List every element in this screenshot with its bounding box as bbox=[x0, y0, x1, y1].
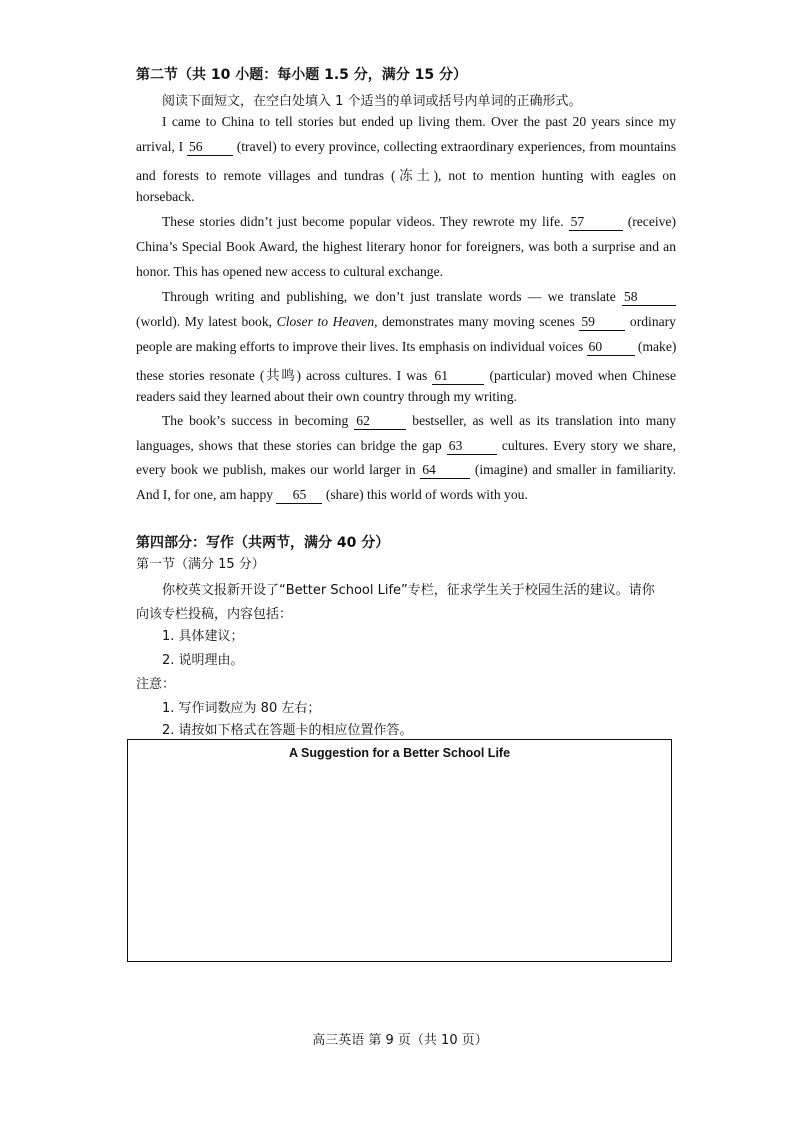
p3-line3: people are making efforts to improve their lives. Its emphasis on individual voices 60 (make) bbox=[136, 339, 677, 354]
section2-instruction: 阅读下面短文，在空白处填入 1 个适当的单词或括号内单词的正确形式。 bbox=[162, 94, 582, 109]
p2-line2: China’s Special Book Award, the highest literary honor for foreigners, was both a surprise and an bbox=[136, 239, 676, 254]
blank-59[interactable]: 59 bbox=[579, 314, 625, 331]
answer-box-title: A Suggestion for a Better School Life bbox=[288, 746, 511, 760]
blank-60[interactable]: 60 bbox=[587, 339, 635, 356]
p3-line4: these stories resonate (共鸣) across cultures. I was 61 (particular) moved when Chinese bbox=[136, 368, 676, 383]
task-line1: 你校英文报新开设了“Better School Life”专栏，征求学生关于校园生活的建议。请你 bbox=[162, 583, 655, 598]
notes-label: 注意： bbox=[136, 677, 176, 692]
part4-section1-title: 第一节（满分 15 分） bbox=[136, 557, 265, 572]
page-footer: 高三英语 第 9 页（共 10 页） bbox=[312, 1033, 488, 1048]
note-1: 1. 写作词数应为 80 左右； bbox=[162, 701, 321, 716]
answer-box[interactable] bbox=[127, 739, 672, 962]
p1-line1: I came to China to tell stories but ended up living them. Over the past 20 years since my bbox=[162, 114, 676, 129]
p1-line2: arrival, I 56 (travel) to every province, collecting extraordinary experiences, from mountains bbox=[136, 139, 677, 154]
p4-line2: languages, shows that these stories can bridge the gap 63 cultures. Every story we share, bbox=[136, 438, 676, 453]
blank-63[interactable]: 63 bbox=[447, 438, 497, 455]
p3-line1: Through writing and publishing, we don’t just translate words — we translate 58 bbox=[162, 289, 676, 306]
p3-line2: (world). My latest book, Closer to Heaven, demonstrates many moving scenes 59 ordinary bbox=[136, 314, 676, 329]
part4-title: 第四部分：写作（共两节，满分 40 分） bbox=[136, 535, 390, 551]
blank-58[interactable]: 58 bbox=[622, 289, 676, 306]
p4-line1: The book’s success in becoming 62 bestseller, as well as its translation into many bbox=[162, 413, 676, 428]
p2-line1: These stories didn’t just become popular videos. They rewrote my life. 57 (receive) bbox=[162, 214, 676, 229]
p4-line3: every book we publish, makes our world larger in 64 (imagine) and smaller in familiarity. bbox=[136, 462, 676, 477]
blank-65[interactable]: 65 bbox=[276, 487, 322, 504]
blank-57[interactable]: 57 bbox=[569, 214, 623, 231]
blank-62[interactable]: 62 bbox=[354, 413, 406, 430]
task-item-2: 2. 说明理由。 bbox=[162, 653, 244, 668]
p1-line4: horseback. bbox=[136, 189, 195, 204]
p3-line5: readers said they learned about their own country through my writing. bbox=[136, 389, 517, 404]
note-2: 2. 请按如下格式在答题卡的相应位置作答。 bbox=[162, 723, 413, 738]
task-item-1: 1. 具体建议； bbox=[162, 629, 244, 644]
blank-64[interactable]: 64 bbox=[420, 462, 470, 479]
blank-61[interactable]: 61 bbox=[432, 368, 484, 385]
blank-56[interactable]: 56 bbox=[187, 139, 233, 156]
section2-title: 第二节（共 10 小题：每小题 1.5 分，满分 15 分） bbox=[136, 67, 468, 83]
p2-line3: honor. This has opened new access to cultural exchange. bbox=[136, 264, 444, 279]
p1-line3: and forests to remote villages and tundras (冻土), not to mention hunting with eagles on bbox=[136, 168, 676, 183]
book-title: Closer to Heaven bbox=[276, 314, 375, 329]
p4-line4: And I, for one, am happy 65 (share) this world of words with you. bbox=[136, 487, 528, 502]
task-line2: 向该专栏投稿，内容包括： bbox=[136, 607, 293, 622]
